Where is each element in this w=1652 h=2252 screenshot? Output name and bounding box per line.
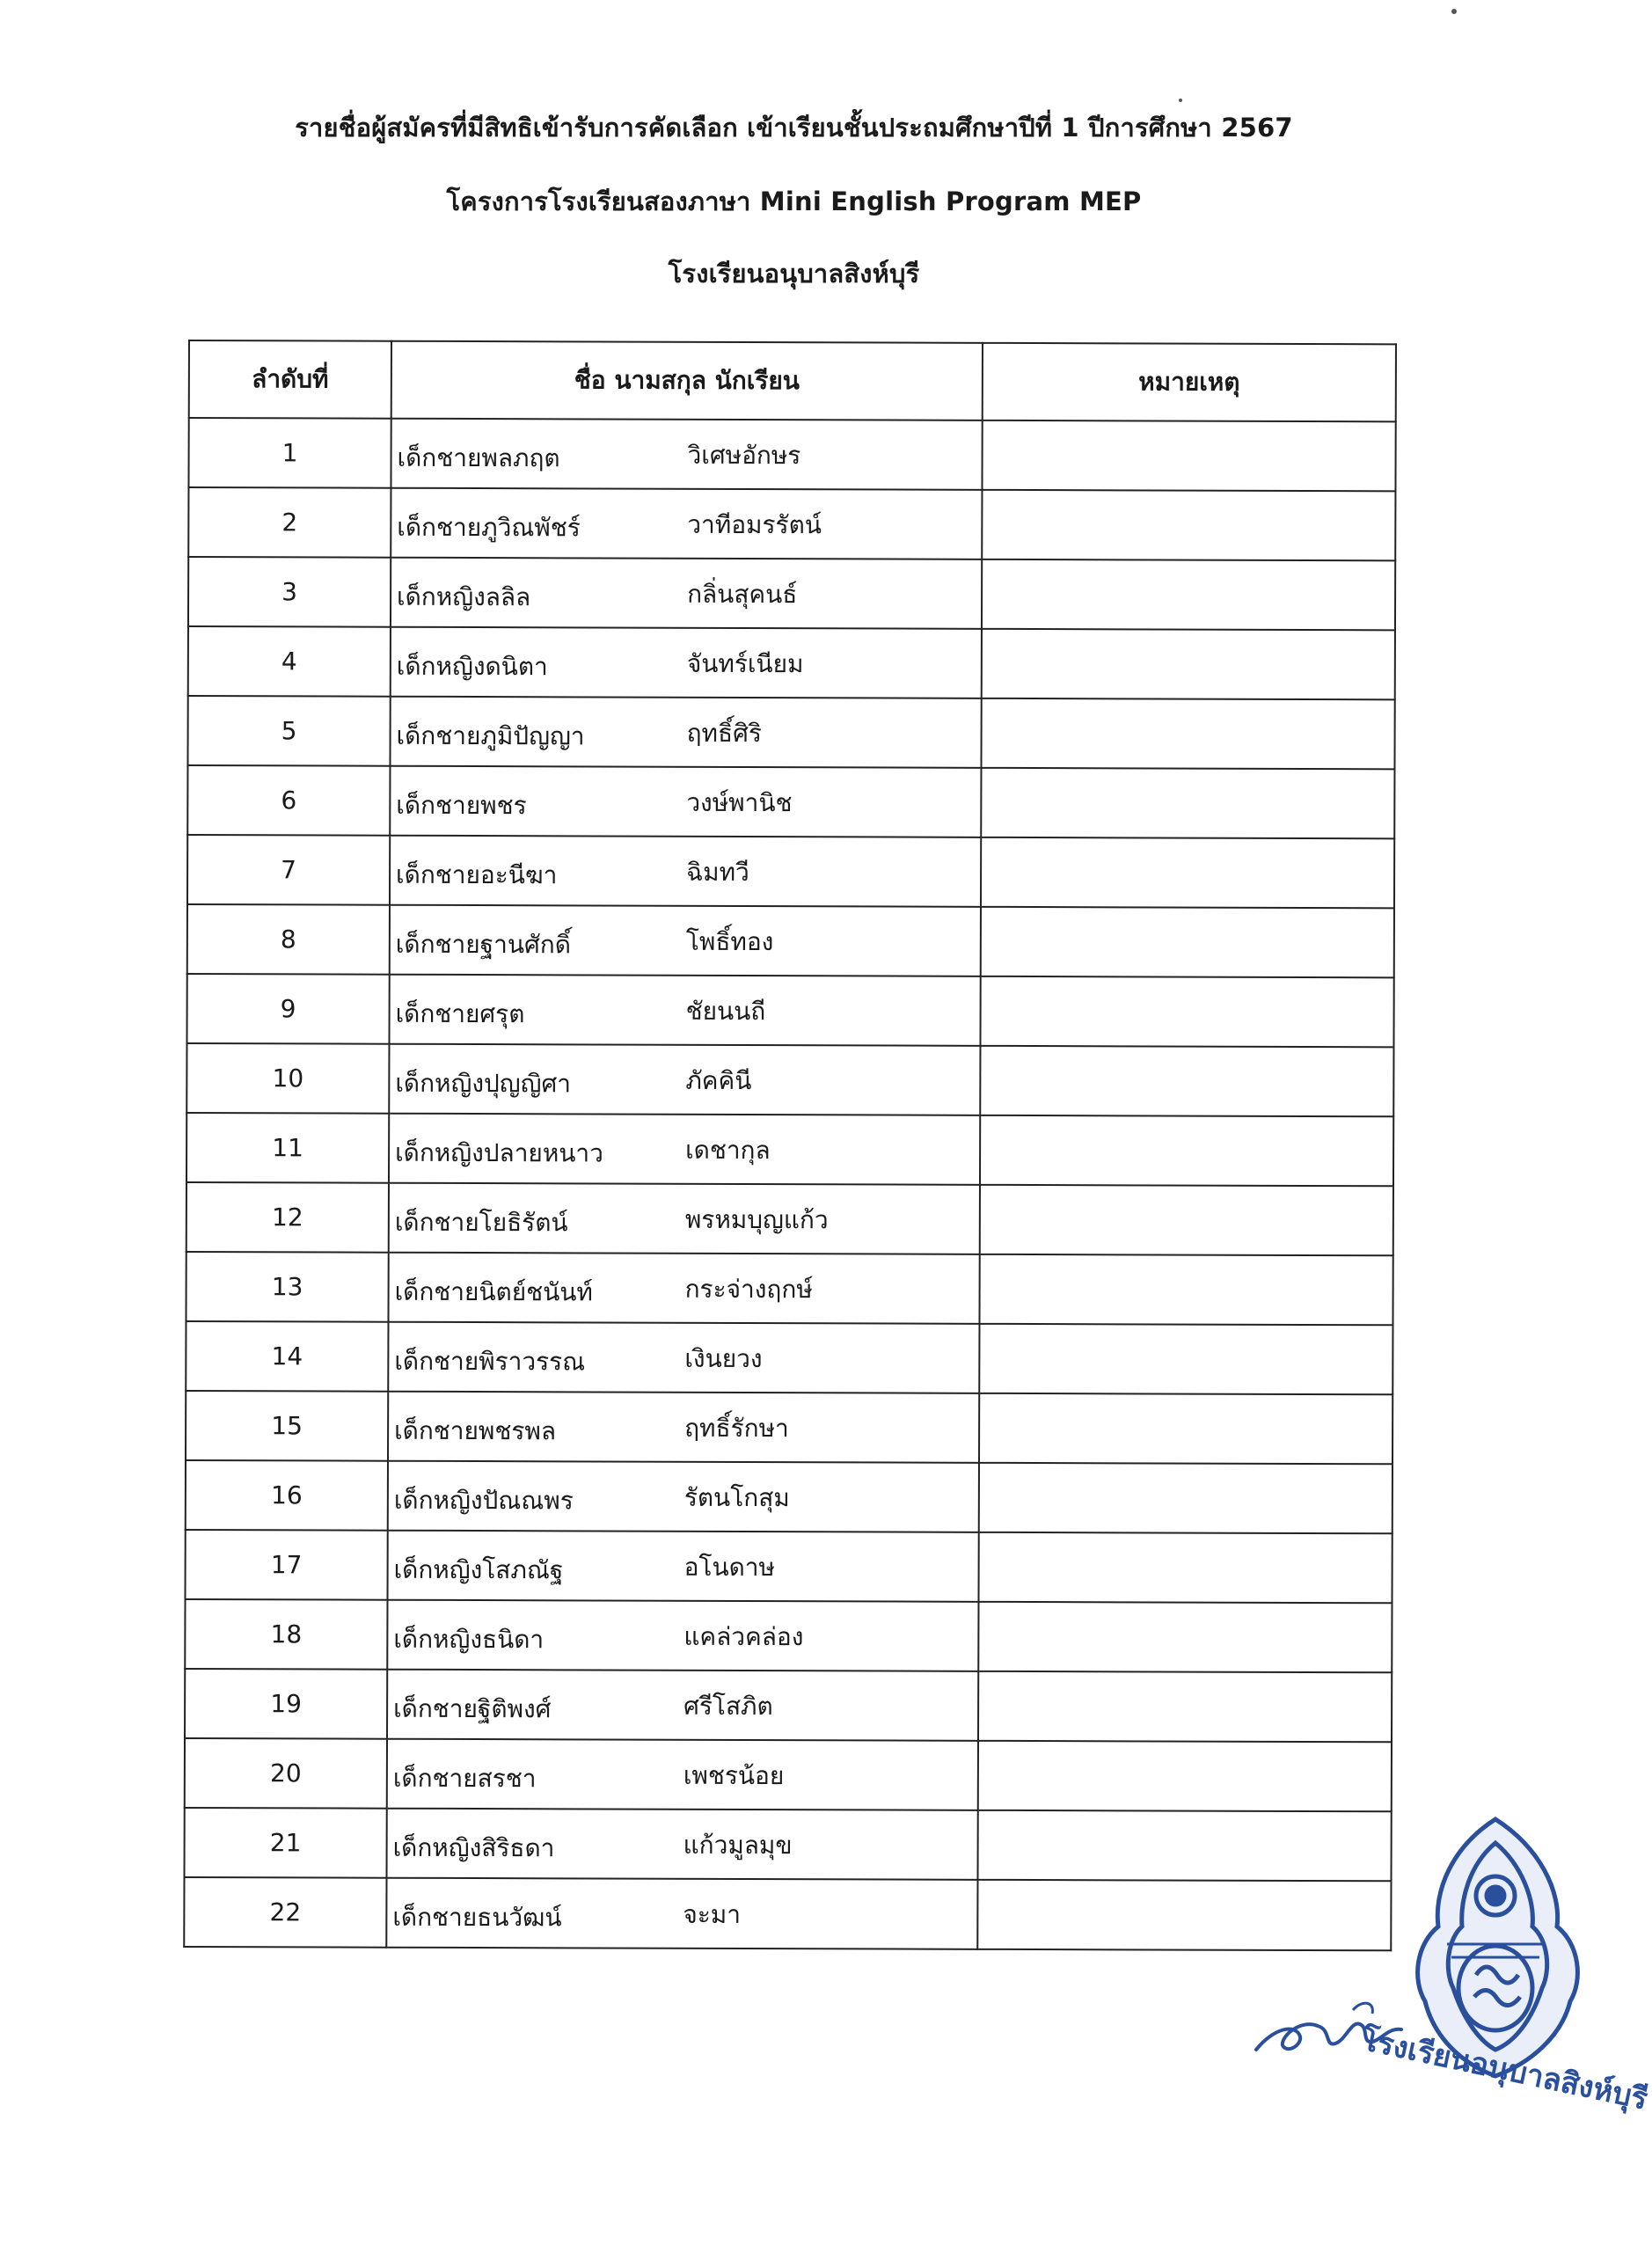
remark-cell [979,1463,1393,1533]
row-number: 8 [187,904,390,975]
remark-cell [978,1532,1392,1603]
seal-text: โรงเรียนอนุบาลสิงห์บุรี [1358,2022,1651,2117]
table-row [186,1321,1393,1394]
student-first-name: เด็กหญิงลลิล [397,581,531,612]
row-number: 5 [187,696,390,766]
table-row [186,1252,1393,1325]
table-row [186,974,1393,1047]
student-name-cell [387,1739,978,1810]
remark-cell [982,490,1395,560]
student-last-name: เงินยวง [684,1343,763,1374]
student-name-cell [388,1322,979,1393]
student-last-name: แก้วมูลมุข [683,1830,793,1861]
row-number: 12 [186,1182,389,1253]
student-first-name: เด็กชายนิตย์ชนันท์ [394,1276,593,1307]
student-last-name: รัตนโกสุม [683,1482,790,1513]
table-row [188,487,1395,560]
row-number: 17 [186,1530,388,1600]
student-last-name: พรหมบุญแก้ว [684,1204,829,1235]
student-last-name: ฤทธิ์รักษา [684,1413,789,1444]
student-first-name: เด็กชายพลภฤต [397,442,560,473]
row-number: 14 [186,1321,388,1392]
table-row [185,1599,1392,1672]
table-row [187,904,1394,977]
student-first-name: เด็กหญิงดนิตา [396,651,548,682]
student-last-name: กลิ่นสุคนธ์ [687,579,798,610]
row-number: 16 [186,1460,388,1531]
student-name-cell [390,836,981,907]
student-first-name: เด็กชายภูมิปัญญา [396,720,585,751]
table-row [185,1669,1392,1742]
student-last-name: ภัคคินี [685,1065,752,1096]
school-name: โรงเรียนอนุบาลสิงห์บุรี [668,259,920,289]
row-number: 22 [184,1877,386,1948]
applicant-table [183,340,1397,1951]
handwritten-signature-icon [1247,1975,1423,2072]
student-name-cell [390,905,981,976]
student-name-cell [391,419,982,490]
row-number: 9 [186,974,389,1044]
student-first-name: เด็กหญิงธนิดา [393,1624,545,1655]
table-row [187,696,1394,769]
student-name-cell [389,975,980,1046]
student-name-cell [387,1670,978,1741]
table-row [186,1113,1393,1186]
table-row [187,835,1394,908]
student-name-cell [391,488,982,559]
remark-cell [980,1115,1393,1186]
student-name-cell [390,766,981,837]
student-name-cell [388,1253,979,1324]
remark-cell [979,1393,1393,1464]
table-row [188,557,1395,630]
remark-cell [980,976,1393,1047]
student-name-cell [389,1044,980,1115]
row-number: 7 [187,835,390,905]
student-last-name: โพธิ์ทอง [685,926,774,957]
table-row [186,1391,1393,1464]
remark-cell [978,1602,1392,1672]
scan-speck [1451,9,1457,14]
student-last-name: วงษ์พานิช [686,787,793,818]
student-name-cell [391,627,982,698]
remark-cell [981,837,1394,908]
student-first-name: เด็กชายภูวิณพัชร์ [397,512,581,543]
student-last-name: ศรีโสภิต [683,1691,773,1722]
row-number: 1 [188,418,391,488]
student-name-cell [391,558,982,629]
student-first-name: เด็กชายศรุต [395,998,525,1029]
student-first-name: เด็กชายพชรพล [394,1415,557,1446]
table-row [185,1738,1392,1811]
row-number: 4 [188,626,391,697]
row-number: 10 [186,1043,389,1114]
row-number: 13 [186,1252,388,1322]
student-first-name: เด็กชายฐานศักดิ์ [395,929,571,960]
table-row [186,1043,1393,1116]
table-row [186,1460,1393,1533]
student-last-name: วาทีอมรรัตน์ [687,509,822,540]
student-last-name: จะมา [683,1899,742,1929]
table-row [184,1877,1391,1950]
student-first-name: เด็กชายพิราวรรณ [394,1346,586,1377]
student-name-cell [389,1114,980,1185]
remark-cell [981,698,1394,769]
row-number: 2 [188,487,391,558]
remark-cell [982,420,1395,491]
student-last-name: ฤทธิ์ศิริ [686,718,762,749]
student-first-name: เด็กหญิงสิริธดา [392,1832,555,1863]
remark-cell [978,1671,1392,1742]
student-last-name: กระจ่างฤกษ์ [684,1274,813,1305]
remark-cell [979,1254,1393,1325]
student-name-cell [386,1878,977,1949]
remark-cell [979,1324,1393,1394]
student-name-cell [388,1531,979,1602]
student-first-name: เด็กชายธนวัฒน์ [392,1902,562,1933]
scan-speck [1179,99,1182,102]
row-number: 21 [185,1808,387,1878]
student-name-cell [388,1392,979,1463]
table-row [187,765,1394,838]
student-first-name: เด็กหญิงปลายหนาว [395,1137,603,1168]
remark-cell [981,768,1394,838]
row-number: 3 [188,557,391,627]
remark-cell [977,1880,1391,1950]
remark-cell [980,1185,1393,1255]
student-first-name: เด็กชายพชร [396,790,527,821]
student-name-cell [387,1809,978,1880]
column-header-remark: หมายเหตุ [983,343,1396,421]
student-last-name: จันทร์เนียม [686,648,804,679]
student-last-name: แคล่วคล่อง [683,1621,804,1652]
student-last-name: อโนดาษ [683,1552,776,1583]
student-first-name: เด็กหญิงโสภณัฐ [393,1554,564,1585]
remark-cell [982,629,1395,699]
table-body [184,418,1395,1950]
column-header-number: ลำดับที่ [189,340,391,419]
student-name-cell [389,1183,980,1254]
row-number: 6 [187,765,390,836]
student-first-name: เด็กหญิงปัณณพร [393,1485,574,1516]
student-first-name: เด็กชายโยธิรัตน์ [394,1207,568,1238]
remark-cell [980,1046,1393,1116]
table-row [186,1182,1393,1255]
student-first-name: เด็กหญิงปุญญิศา [395,1068,572,1099]
row-number: 19 [185,1669,387,1739]
table-row [188,418,1395,491]
row-number: 11 [186,1113,389,1183]
document-title: รายชื่อผู้สมัครที่มีสิทธิเข้ารับการคัดเลือก เข้าเรียนชั้นประถมศึกษาปีที่ 1 ปีการศึกษา 2567 [295,113,1293,143]
table-row [188,626,1395,699]
student-first-name: เด็กชายฐิติพงศ์ [393,1693,552,1724]
student-name-cell [390,697,981,768]
student-last-name: เพชรน้อย [683,1760,785,1791]
row-number: 20 [185,1738,387,1809]
table-row [186,1530,1393,1603]
student-last-name: ฉิมทวี [686,857,749,888]
remark-cell [981,907,1394,977]
remark-cell [982,559,1395,630]
student-last-name: วิเศษอักษร [687,440,801,471]
student-last-name: เดชากุล [685,1135,771,1166]
student-name-cell [387,1600,978,1671]
row-number: 18 [185,1599,387,1670]
student-last-name: ชัยนนถี [685,996,766,1027]
student-first-name: เด็กชายสรชา [392,1763,537,1794]
table-row [185,1808,1392,1881]
remark-cell [978,1741,1392,1811]
row-number: 15 [186,1391,388,1461]
remark-cell [978,1810,1392,1881]
student-first-name: เด็กชายอะนีฆา [396,859,558,890]
program-name: โครงการโรงเรียนสองภาษา Mini English Program MEP [446,186,1142,216]
table-header-row [189,340,1396,421]
student-name-cell [388,1461,979,1532]
column-header-name: ชื่อ นามสกุล นักเรียน [391,341,983,420]
